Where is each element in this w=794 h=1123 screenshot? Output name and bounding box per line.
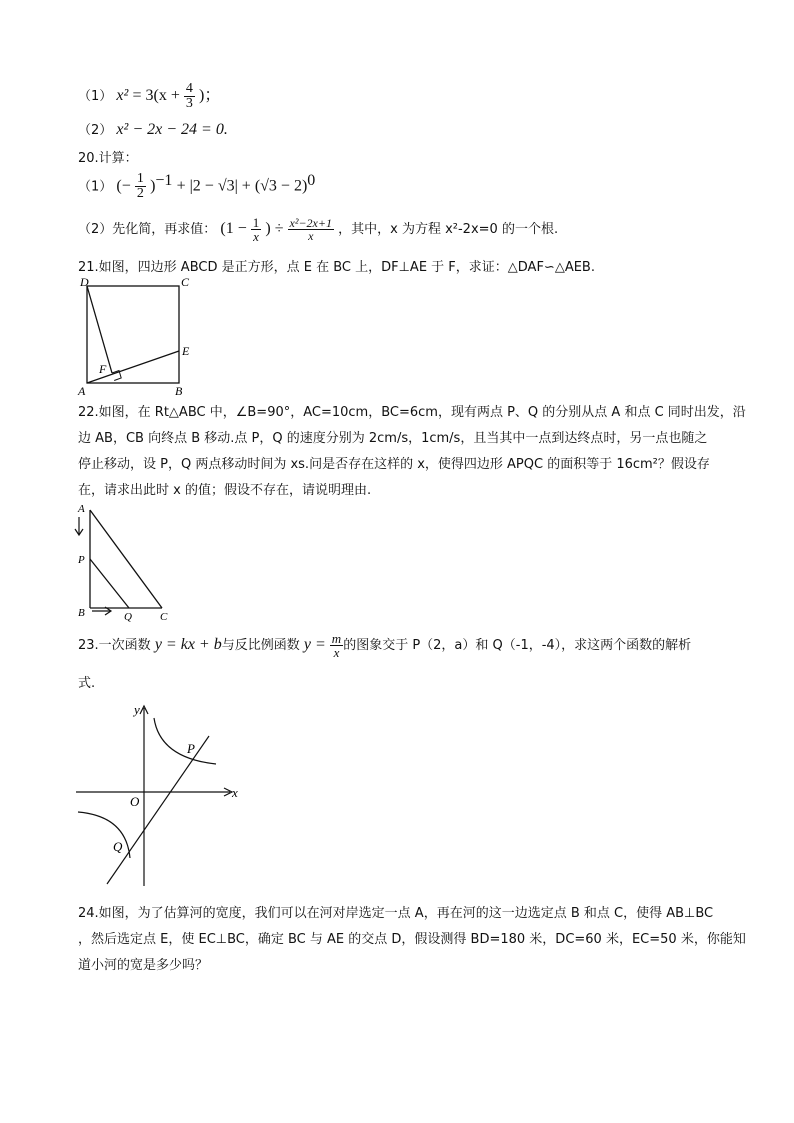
q19-p1-rhs-post: )； [198,87,221,104]
q20-p2-frac2-den: x [308,229,314,243]
q23-line1 [78,632,691,659]
label-q: Q [113,839,123,854]
q20-p1-part-b: + |2 − √3| + (√3 − 2) [176,177,308,195]
label-b: B [175,384,183,397]
q20-p1-part-a-pre: (− [116,177,131,195]
q20-p2-expr-mid: ) ÷ [265,220,288,237]
q20-p2-label: （2）先化简，再求值： [78,222,217,237]
linear-function-line [107,736,209,884]
segment-pq [90,559,129,608]
q23-linear-function: y = kx + b [154,636,222,653]
q23-pre: 23.一次函数 [78,638,151,653]
q20-p2-expr-pre: (1 − [220,220,251,237]
label-q: Q [124,611,132,622]
q20-part2 [78,216,558,243]
q22-line4: 在，请求出此时 x 的值；假设不存在，请说明理由. [78,483,372,498]
q20-p1-fraction [135,172,146,201]
q22-triangle-figure [72,500,182,622]
label-a: A [78,503,85,515]
q23-mid: 与反比例函数 [221,638,300,653]
q23-frac-den: x [333,645,340,660]
label-c: C [181,275,190,289]
q24-line1: 24.如图，为了估算河的宽度，我们可以在河对岸选定一点 A，再在河的这一边选定点 B 和点 C，使得 AB⊥BC [78,906,714,921]
label-e: E [182,344,190,358]
q23-frac-num: m [331,631,342,646]
segment-df [87,286,112,373]
q20-p2-fraction2 [288,217,334,242]
q22-line1: 22.如图，在 Rt△ABC 中，∠B=90°，AC=10cm，BC=6cm，现有两点 P、Q 的分别从点 A 和点 C 同时出发，沿 [78,405,746,420]
q19-part2 [78,119,228,139]
q20-part1 [78,172,315,201]
q22-line3: 停止移动，设 P，Q 两点移动时间为 xs.问是否存在这样的 x，使得四边形 APQC 的面积等于 16cm²？假设存 [78,457,710,472]
label-f: F [99,362,107,376]
label-o: O [130,794,140,809]
label-y: y [134,702,140,717]
q23-line2: 式. [78,676,96,691]
q23-inverse-lhs: y = [303,636,330,653]
q20-p2-tail: ，其中，x 为方程 x²-2x=0 的一个根. [338,222,559,237]
q19-p1-frac-den: 3 [185,96,193,111]
label-c: C [160,611,168,622]
q20-p1-label: （1） [78,179,113,195]
hyperbola-branch-upper [154,718,216,764]
q20-p2-frac2-num: x²−2x+1 [289,216,332,230]
q20-title: 20.计算： [78,151,138,166]
q24-line3: 道小河的宽是多少吗？ [78,958,209,973]
q22-line2: 边 AB，CB 向终点 B 移动.点 P，Q 的速度分别为 2cm/s，1cm/s，且当其中一点到达终点时，另一点也随之 [78,431,708,446]
q19-part1 [78,82,220,111]
q20-p2-frac1-den: x [253,229,259,244]
q21-square-figure [74,275,204,397]
segment-ac [90,510,162,608]
q23-inverse-fraction [330,632,343,659]
q21-text: 21.如图，四边形 ABCD 是正方形，点 E 在 BC 上，DF⊥AE 于 F，求证：△DAF∽△AEB. [78,260,595,275]
q23-graph-figure [74,700,244,890]
q23-post: 的图象交于 P（2，a）和 Q（-1，-4），求这两个函数的解析 [343,638,692,653]
q20-p1-frac-den: 2 [136,186,144,202]
q24-line2: ，然后选定点 E，使 EC⊥BC，确定 BC 与 AE 的交点 D，假设测得 BD=180 米，DC=60 米，EC=50 米，你能知 [78,932,746,947]
label-d: D [80,275,89,289]
label-a: A [78,384,86,397]
q19-p2-eq: x² − 2x − 24 = 0. [116,121,228,138]
q19-p1-fraction [184,82,195,111]
q20-p2-frac1-num: 1 [252,215,260,230]
label-p: P [187,741,195,756]
q20-p1-frac-num: 1 [136,171,144,187]
label-b: B [78,607,85,619]
q20-p1-part-a-post: ) [150,177,156,195]
q19-p1-lhs: x² [116,87,129,104]
q20-p1-exp-a: −1 [155,172,173,189]
q19-p1-frac-num: 4 [185,81,193,96]
q19-p1-rhs-pre: = 3(x + [132,87,184,104]
q20-p2-fraction1 [251,216,262,243]
label-x: x [232,785,238,800]
q19-p1-label: （1） [78,89,113,104]
right-angle-mark [112,371,121,381]
q20-p1-exp-b: 0 [307,172,316,189]
label-p: P [78,554,85,566]
q19-p2-label: （2） [78,123,113,138]
